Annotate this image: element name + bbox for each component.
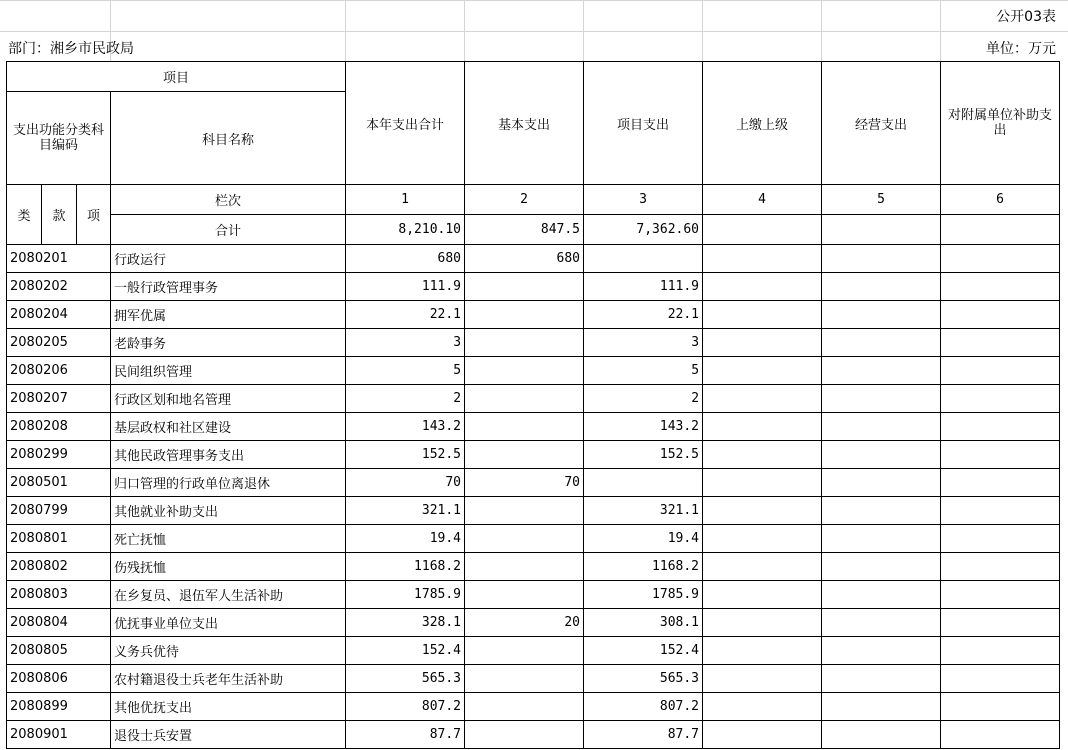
total-cell[interactable]: 1785.9 (346, 581, 465, 609)
subject-name-cell[interactable]: 义务兵优待 (111, 637, 346, 665)
upper-cell[interactable] (703, 721, 822, 749)
table-row (7, 301, 1060, 329)
header-func-code[interactable]: 支出功能分类科目编码 (7, 92, 111, 185)
unit-label: 单位：万元 (986, 41, 1056, 57)
business-cell[interactable] (822, 413, 941, 441)
project-cell[interactable]: 807.2 (584, 693, 703, 721)
subject-name-cell[interactable]: 退役士兵安置 (111, 721, 346, 749)
function-code-cell[interactable]: 2080801 (7, 525, 111, 553)
header-basic[interactable]: 基本支出 (465, 62, 584, 185)
function-code-cell[interactable]: 2080899 (7, 693, 111, 721)
total-cell[interactable]: 680 (346, 245, 465, 273)
column-index-2[interactable]: 2 (465, 185, 584, 215)
total-cell[interactable]: 111.9 (346, 273, 465, 301)
header-subject-name[interactable]: 科目名称 (111, 92, 346, 185)
column-index-3[interactable]: 3 (584, 185, 703, 215)
subsidy-cell[interactable] (941, 357, 1060, 385)
table-row (7, 357, 1060, 385)
subject-name-cell[interactable]: 伤残抚恤 (111, 553, 346, 581)
function-code-cell[interactable]: 2080205 (7, 329, 111, 357)
header-row (7, 62, 1060, 92)
totals-business-cell[interactable] (822, 215, 941, 245)
table-row (7, 721, 1060, 749)
project-cell[interactable]: 19.4 (584, 525, 703, 553)
upper-cell[interactable] (703, 665, 822, 693)
subsidy-cell[interactable] (941, 385, 1060, 413)
subsidy-cell[interactable] (941, 245, 1060, 273)
total-cell[interactable]: 70 (346, 469, 465, 497)
function-code-cell[interactable]: 2080299 (7, 441, 111, 469)
subject-name-cell[interactable]: 行政区划和地名管理 (111, 385, 346, 413)
function-code-cell[interactable]: 2080501 (7, 469, 111, 497)
table-row (7, 609, 1060, 637)
total-cell[interactable]: 807.2 (346, 693, 465, 721)
project-cell[interactable]: 321.1 (584, 497, 703, 525)
business-cell[interactable] (822, 525, 941, 553)
project-cell[interactable] (584, 245, 703, 273)
subsidy-cell[interactable] (941, 693, 1060, 721)
project-cell[interactable]: 87.7 (584, 721, 703, 749)
column-index-5[interactable]: 5 (822, 185, 941, 215)
subject-name-cell[interactable]: 一般行政管理事务 (111, 273, 346, 301)
upper-cell[interactable] (703, 637, 822, 665)
subject-name-cell[interactable]: 归口管理的行政单位离退休 (111, 469, 346, 497)
header-total[interactable]: 本年支出合计 (346, 62, 465, 185)
function-code-cell[interactable]: 2080208 (7, 413, 111, 441)
total-cell[interactable]: 87.7 (346, 721, 465, 749)
project-cell[interactable]: 1785.9 (584, 581, 703, 609)
column-index-4[interactable]: 4 (703, 185, 822, 215)
business-cell[interactable] (822, 329, 941, 357)
basic-cell[interactable]: 20 (465, 609, 584, 637)
project-cell[interactable]: 152.5 (584, 441, 703, 469)
business-cell[interactable] (822, 245, 941, 273)
subsidy-cell[interactable] (941, 273, 1060, 301)
business-cell[interactable] (822, 469, 941, 497)
function-code-cell[interactable]: 2080806 (7, 665, 111, 693)
subsidy-cell[interactable] (941, 441, 1060, 469)
total-cell[interactable]: 19.4 (346, 525, 465, 553)
total-cell[interactable]: 321.1 (346, 497, 465, 525)
grid-line (0, 0, 1068, 1)
header-upper[interactable]: 上缴上级 (703, 62, 822, 185)
basic-cell[interactable] (465, 581, 584, 609)
totals-project-cell[interactable]: 7,362.60 (584, 215, 703, 245)
basic-cell[interactable]: 680 (465, 245, 584, 273)
basic-cell[interactable] (465, 413, 584, 441)
subject-name-cell[interactable]: 在乡复员、退伍军人生活补助 (111, 581, 346, 609)
subsidy-cell[interactable] (941, 469, 1060, 497)
total-cell[interactable]: 143.2 (346, 413, 465, 441)
project-cell[interactable]: 152.4 (584, 637, 703, 665)
total-cell[interactable]: 3 (346, 329, 465, 357)
document-number: 公开03表 (996, 9, 1056, 25)
totals-total-cell[interactable]: 8,210.10 (346, 215, 465, 245)
table-row (7, 637, 1060, 665)
function-code-cell[interactable]: 2080206 (7, 357, 111, 385)
column-index-6[interactable]: 6 (941, 185, 1060, 215)
table-row (7, 385, 1060, 413)
upper-cell[interactable] (703, 245, 822, 273)
department-label: 部门：湘乡市民政局 (8, 41, 134, 57)
subject-name-cell[interactable]: 拥军优属 (111, 301, 346, 329)
business-cell[interactable] (822, 497, 941, 525)
subject-name-cell[interactable]: 民间组织管理 (111, 357, 346, 385)
business-cell[interactable] (822, 693, 941, 721)
subject-name-cell[interactable]: 优抚事业单位支出 (111, 609, 346, 637)
table-row (7, 693, 1060, 721)
function-code-cell[interactable]: 2080201 (7, 245, 111, 273)
subject-name-cell[interactable]: 其他民政管理事务支出 (111, 441, 346, 469)
upper-cell[interactable] (703, 385, 822, 413)
total-cell[interactable]: 565.3 (346, 665, 465, 693)
subsidy-cell[interactable] (941, 665, 1060, 693)
total-cell[interactable]: 328.1 (346, 609, 465, 637)
basic-cell[interactable] (465, 497, 584, 525)
upper-cell[interactable] (703, 329, 822, 357)
header-lei[interactable]: 类 (7, 185, 42, 245)
subsidy-cell[interactable] (941, 413, 1060, 441)
business-cell[interactable] (822, 581, 941, 609)
table-row (7, 665, 1060, 693)
subsidy-cell[interactable] (941, 637, 1060, 665)
function-code-cell[interactable]: 2080799 (7, 497, 111, 525)
function-code-cell[interactable]: 2080901 (7, 721, 111, 749)
header-project[interactable]: 项目支出 (584, 62, 703, 185)
basic-cell[interactable] (465, 357, 584, 385)
business-cell[interactable] (822, 441, 941, 469)
business-cell[interactable] (822, 609, 941, 637)
project-cell[interactable]: 3 (584, 329, 703, 357)
subsidy-cell[interactable] (941, 581, 1060, 609)
business-cell[interactable] (822, 665, 941, 693)
function-code-cell[interactable]: 2080802 (7, 553, 111, 581)
subsidy-cell[interactable] (941, 721, 1060, 749)
table-row (7, 329, 1060, 357)
basic-cell[interactable] (465, 385, 584, 413)
upper-cell[interactable] (703, 693, 822, 721)
subsidy-cell[interactable] (941, 301, 1060, 329)
upper-cell[interactable] (703, 357, 822, 385)
project-cell[interactable]: 22.1 (584, 301, 703, 329)
total-cell[interactable]: 5 (346, 357, 465, 385)
project-cell[interactable]: 1168.2 (584, 553, 703, 581)
subsidy-cell[interactable] (941, 525, 1060, 553)
project-cell[interactable] (584, 469, 703, 497)
basic-cell[interactable] (465, 665, 584, 693)
grid-line (0, 31, 1068, 32)
basic-cell[interactable] (465, 301, 584, 329)
subsidy-cell[interactable] (941, 329, 1060, 357)
header-xiang[interactable]: 项 (77, 185, 111, 245)
subsidy-cell[interactable] (941, 609, 1060, 637)
project-cell[interactable]: 308.1 (584, 609, 703, 637)
table-row (7, 413, 1060, 441)
subsidy-cell[interactable] (941, 553, 1060, 581)
column-index-1[interactable]: 1 (346, 185, 465, 215)
basic-cell[interactable]: 70 (465, 469, 584, 497)
function-code-cell[interactable]: 2080805 (7, 637, 111, 665)
function-code-cell[interactable]: 2080202 (7, 273, 111, 301)
table-row (7, 553, 1060, 581)
upper-cell[interactable] (703, 301, 822, 329)
total-cell[interactable]: 152.4 (346, 637, 465, 665)
basic-cell[interactable] (465, 329, 584, 357)
basic-cell[interactable] (465, 273, 584, 301)
header-item[interactable]: 项目 (7, 62, 346, 92)
project-cell[interactable]: 2 (584, 385, 703, 413)
basic-cell[interactable] (465, 637, 584, 665)
subject-name-cell[interactable]: 行政运行 (111, 245, 346, 273)
subject-name-cell[interactable]: 老龄事务 (111, 329, 346, 357)
table-row (7, 497, 1060, 525)
upper-cell[interactable] (703, 609, 822, 637)
function-code-cell[interactable]: 2080207 (7, 385, 111, 413)
totals-basic-cell[interactable]: 847.5 (465, 215, 584, 245)
project-cell[interactable]: 565.3 (584, 665, 703, 693)
basic-cell[interactable] (465, 441, 584, 469)
totals-row (7, 215, 1060, 245)
upper-cell[interactable] (703, 441, 822, 469)
basic-cell[interactable] (465, 721, 584, 749)
upper-cell[interactable] (703, 497, 822, 525)
index-row (7, 185, 1060, 215)
business-cell[interactable] (822, 301, 941, 329)
totals-subsidy-cell[interactable] (941, 215, 1060, 245)
upper-cell[interactable] (703, 553, 822, 581)
upper-cell[interactable] (703, 413, 822, 441)
header-business[interactable]: 经营支出 (822, 62, 941, 185)
subject-name-cell[interactable]: 基层政权和社区建设 (111, 413, 346, 441)
business-cell[interactable] (822, 385, 941, 413)
subject-name-cell[interactable]: 其他优抚支出 (111, 693, 346, 721)
basic-cell[interactable] (465, 525, 584, 553)
business-cell[interactable] (822, 273, 941, 301)
business-cell[interactable] (822, 553, 941, 581)
basic-cell[interactable] (465, 693, 584, 721)
table-row (7, 273, 1060, 301)
totals-upper-cell[interactable] (703, 215, 822, 245)
project-cell[interactable]: 143.2 (584, 413, 703, 441)
table-row (7, 245, 1060, 273)
header-kuan[interactable]: 款 (42, 185, 77, 245)
subject-name-cell[interactable]: 死亡抚恤 (111, 525, 346, 553)
subject-name-cell[interactable]: 农村籍退役士兵老年生活补助 (111, 665, 346, 693)
project-cell[interactable]: 5 (584, 357, 703, 385)
subject-name-cell[interactable]: 其他就业补助支出 (111, 497, 346, 525)
table-row (7, 525, 1060, 553)
total-cell[interactable]: 152.5 (346, 441, 465, 469)
total-cell[interactable]: 1168.2 (346, 553, 465, 581)
upper-cell[interactable] (703, 469, 822, 497)
table-row (7, 581, 1060, 609)
upper-cell[interactable] (703, 273, 822, 301)
basic-cell[interactable] (465, 553, 584, 581)
expenditure-table (6, 61, 1060, 749)
project-cell[interactable]: 111.9 (584, 273, 703, 301)
total-cell[interactable]: 2 (346, 385, 465, 413)
subsidy-cell[interactable] (941, 497, 1060, 525)
totals-label[interactable]: 合计 (111, 215, 346, 245)
header-subsidy[interactable]: 对附属单位补助支出 (941, 62, 1060, 185)
table-row (7, 441, 1060, 469)
function-code-cell[interactable]: 2080803 (7, 581, 111, 609)
business-cell[interactable] (822, 357, 941, 385)
function-code-cell[interactable]: 2080204 (7, 301, 111, 329)
business-cell[interactable] (822, 637, 941, 665)
function-code-cell[interactable]: 2080804 (7, 609, 111, 637)
total-cell[interactable]: 22.1 (346, 301, 465, 329)
upper-cell[interactable] (703, 525, 822, 553)
business-cell[interactable] (822, 721, 941, 749)
header-column-index[interactable]: 栏次 (111, 185, 346, 215)
table-row (7, 469, 1060, 497)
upper-cell[interactable] (703, 581, 822, 609)
